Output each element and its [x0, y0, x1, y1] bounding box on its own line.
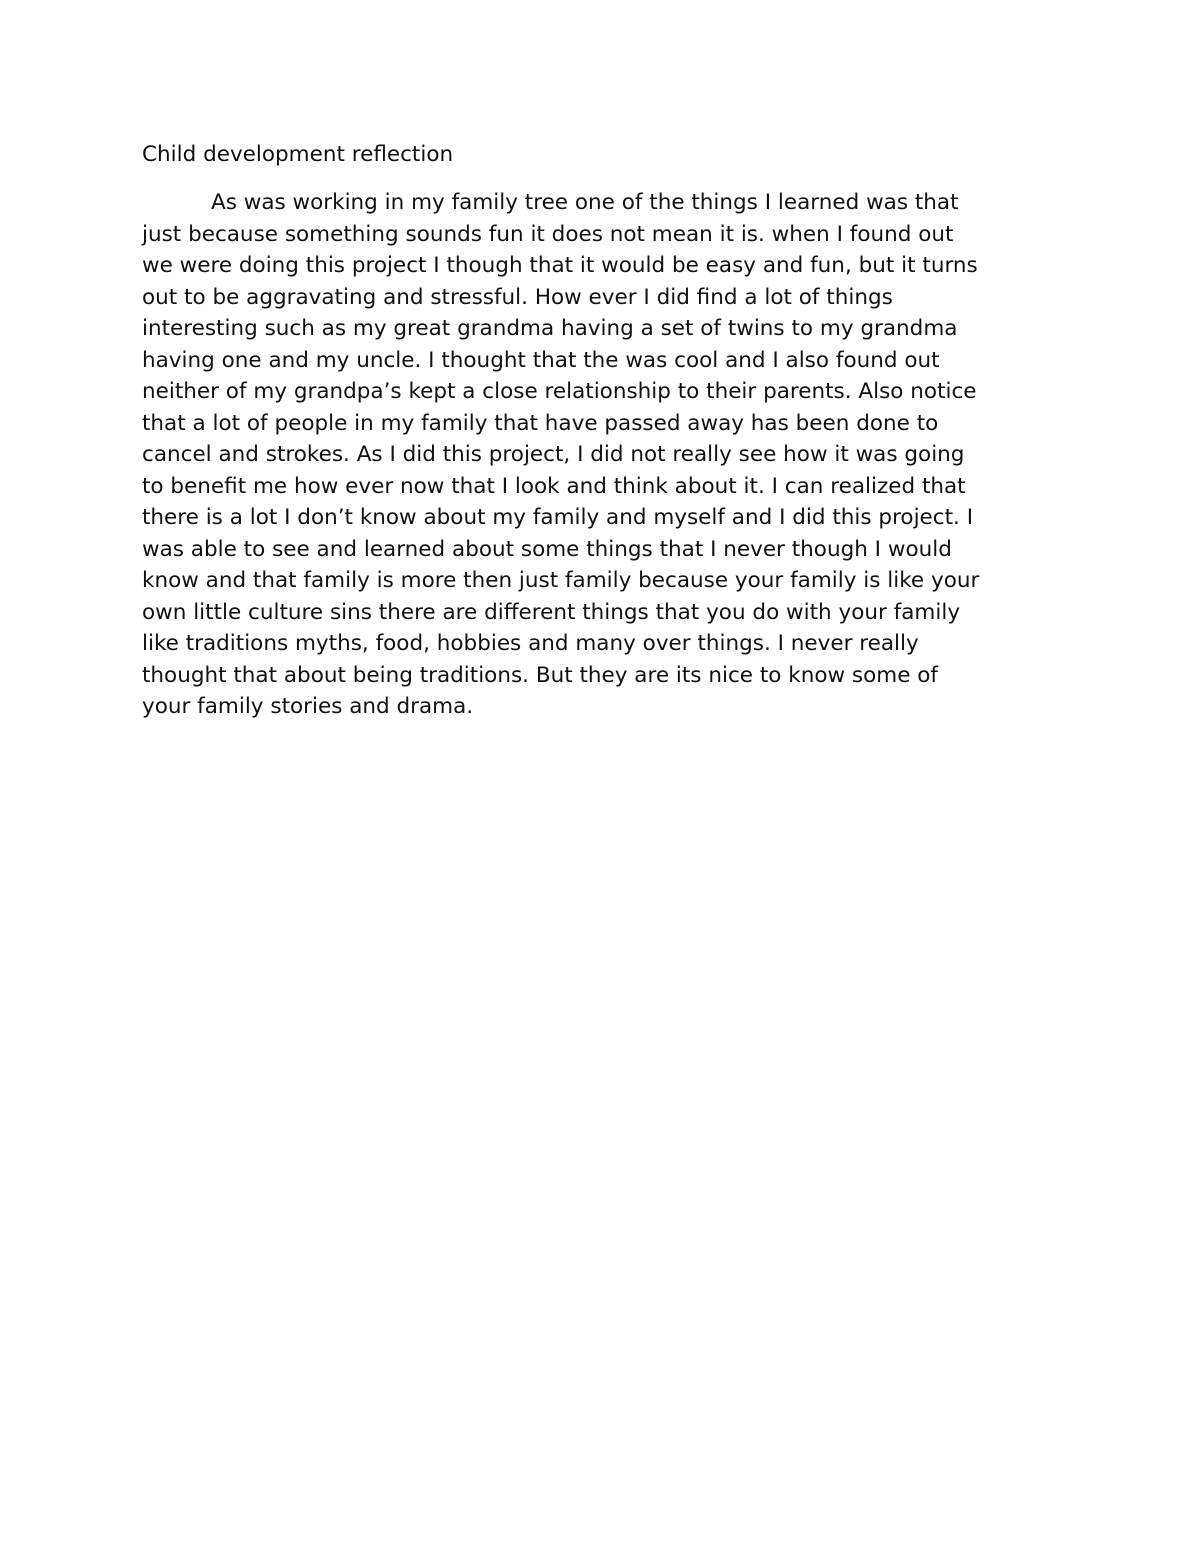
- body-paragraph: [142, 187, 1072, 723]
- document-content: [142, 139, 1072, 723]
- paragraph-line: out to be aggravating and stressful. How ever I did find a lot of things: [142, 284, 893, 310]
- paragraph-line: to benefit me how ever now that I look and think about it. I can realized that: [142, 473, 966, 499]
- paragraph-line: know and that family is more then just family because your family is like your: [142, 568, 980, 593]
- paragraph-line: thought that about being traditions. But they are its nice to know some of: [142, 662, 938, 688]
- paragraph-line: As was working in my family tree one of the things I learned was that: [211, 190, 959, 215]
- paragraph-line: just because something sounds fun it does not mean it is. when I found out: [142, 221, 954, 247]
- paragraph-line: there is a lot I don’t know about my family and myself and I did this project. I: [142, 505, 974, 530]
- paragraph-line: interesting such as my great grandma having a set of twins to my grandma: [142, 316, 958, 341]
- paragraph-line: cancel and strokes. As I did this project, I did not really see how it was going: [142, 442, 965, 467]
- paragraph-line: like traditions myths, food, hobbies and many over things. I never really: [142, 631, 919, 656]
- paragraph-line: we were doing this project I though that it would be easy and fun, but it turns: [142, 253, 978, 278]
- paragraph-line: was able to see and learned about some things that I never though I would: [142, 536, 952, 562]
- paragraph-line: your family stories and drama.: [142, 694, 474, 719]
- paragraph-line: neither of my grandpa’s kept a close relationship to their parents. Also notice: [142, 379, 977, 404]
- paragraph-line: having one and my uncle. I thought that the was cool and I also found out: [142, 347, 940, 373]
- paragraph-line: own little culture sins there are different things that you do with your family: [142, 599, 961, 625]
- document-title: Child development reflection: [142, 142, 454, 167]
- paragraph-line: that a lot of people in my family that have passed away has been done to: [142, 410, 939, 436]
